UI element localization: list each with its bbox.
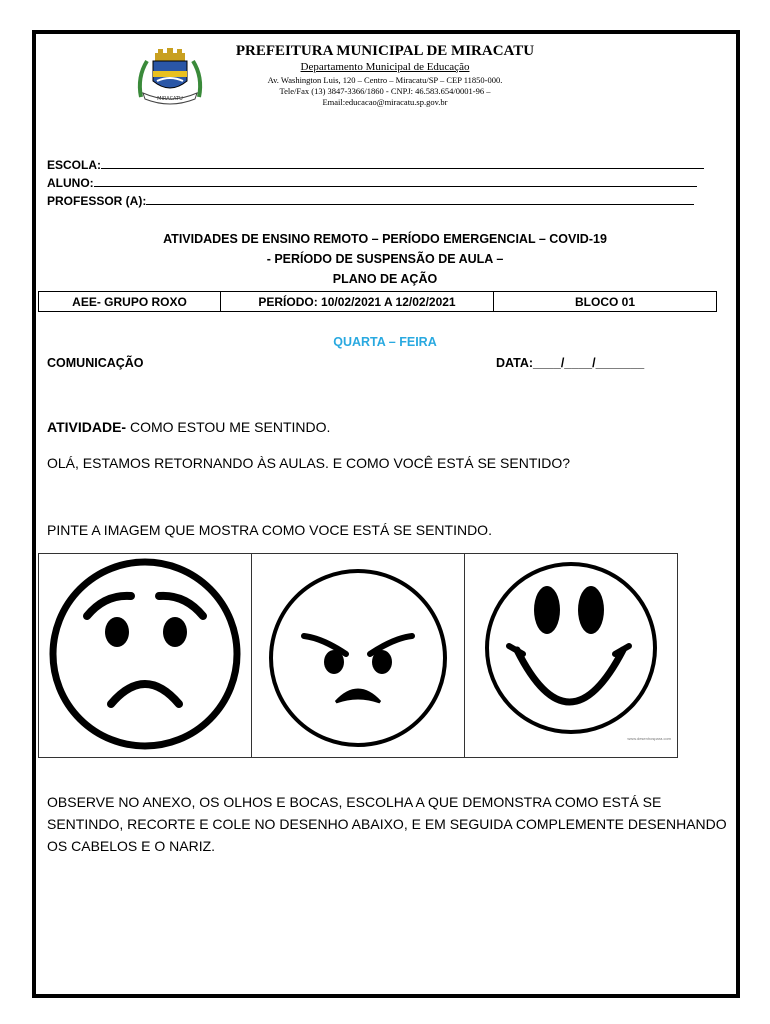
- angry-face-cell[interactable]: [251, 553, 465, 758]
- heading-line-3: PLANO DE AÇÃO: [332, 272, 438, 286]
- student-field[interactable]: [47, 175, 697, 190]
- school-field[interactable]: [47, 157, 704, 172]
- greeting-text: OLÁ, ESTAMOS RETORNANDO ÀS AULAS. E COMO VOCÊ ESTÁ SE SENTIDO?: [47, 455, 571, 471]
- sad-face-cell[interactable]: [38, 553, 252, 758]
- header-email: Email:educacao@miracatu.sp.gov.br: [322, 97, 448, 107]
- subject-label: COMUNICAÇÃO: [47, 356, 144, 370]
- school-line[interactable]: [101, 157, 704, 169]
- info-row: [39, 292, 717, 312]
- heading-line-2: - PERÍODO DE SUSPENSÃO DE AULA –: [266, 252, 504, 266]
- happy-face-icon: [465, 554, 677, 757]
- closing-paragraph: OBSERVE NO ANEXO, OS OLHOS E BOCAS, ESCOLHA A QUE DEMONSTRA COMO ESTÁ SE SENTINDO, RECORTE E COLE NO DESENHO ABAIXO, E EM SEGUIDA COMPLEMENTE DESENHANDO OS CABELOS E O NARIZ.: [47, 794, 727, 854]
- teacher-line[interactable]: [146, 193, 694, 205]
- teacher-field[interactable]: [47, 193, 694, 208]
- sad-face-icon: [39, 554, 251, 757]
- teacher-label: PROFESSOR (A):: [47, 194, 147, 208]
- activity-label: ATIVIDADE-: [47, 419, 127, 435]
- weekday-label: QUARTA – FEIRA: [333, 335, 437, 349]
- activity-text: COMO ESTOU ME SENTINDO.: [126, 419, 331, 435]
- block-cell: BLOCO 01: [494, 292, 717, 312]
- period-cell: PERÍODO: 10/02/2021 A 12/02/2021: [221, 292, 494, 312]
- municipal-crest-icon: [133, 47, 207, 105]
- info-table: [38, 291, 717, 312]
- heading-line-1: ATIVIDADES DE ENSINO REMOTO – PERÍODO EMERGENCIAL – COVID-19: [163, 232, 607, 246]
- image-credit: www.desenhospara.com: [627, 736, 671, 741]
- instruction-text: PINTE A IMAGEM QUE MOSTRA COMO VOCE ESTÁ SE SENTINDO.: [47, 522, 492, 538]
- header-address: Av. Washington Luis, 120 – Centro – Miracatu/SP – CEP 11850-000.: [267, 75, 503, 85]
- header-title: PREFEITURA MUNICIPAL DE MIRACATU: [235, 43, 535, 59]
- school-label: ESCOLA:: [47, 158, 101, 172]
- angry-face-icon: [252, 554, 464, 757]
- activity-line: [47, 419, 330, 435]
- group-cell: AEE- GRUPO ROXO: [39, 292, 221, 312]
- date-field[interactable]: DATA:____/____/_______: [496, 356, 645, 370]
- header-phone: Tele/Fax (13) 3847-3366/1860 - CNPJ: 46.583.654/0001-96 –: [279, 86, 491, 96]
- faces-strip: [38, 553, 678, 758]
- student-label: ALUNO:: [47, 176, 94, 190]
- crest-banner-text: MIRACATU: [157, 96, 183, 102]
- student-line[interactable]: [94, 175, 697, 187]
- happy-face-cell[interactable]: [464, 553, 678, 758]
- header-department: Departamento Municipal de Educação: [300, 61, 470, 73]
